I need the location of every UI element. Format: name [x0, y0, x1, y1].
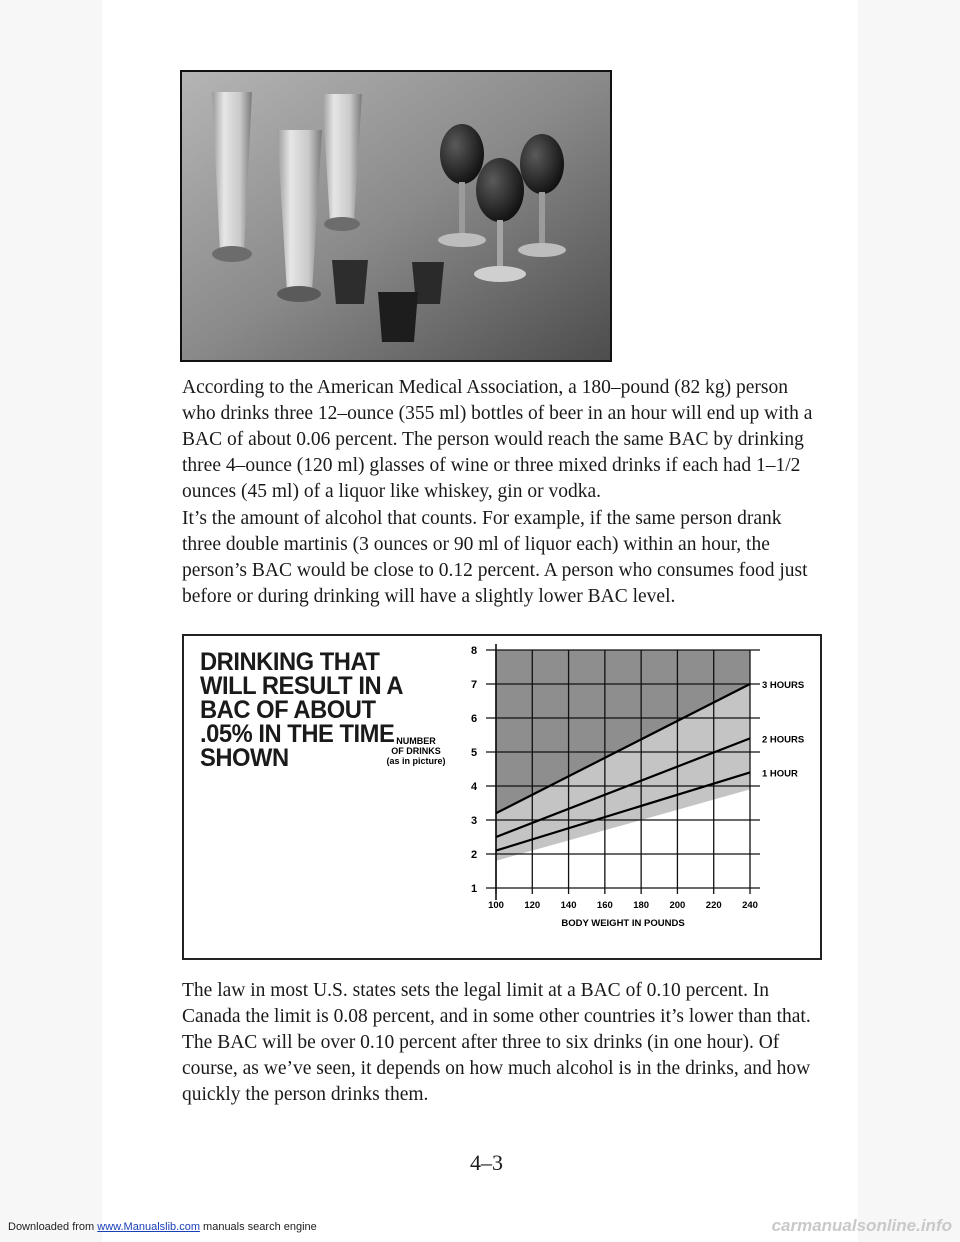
- x-tick-label: 180: [633, 900, 650, 911]
- y-tick-label: 1: [470, 883, 478, 895]
- drinks-photo: [180, 70, 612, 362]
- x-tick-label: 120: [524, 900, 541, 911]
- chart-title: DRINKING THAT WILL RESULT IN A BAC OF ABOUT .05% IN THE TIME SHOWN: [200, 648, 403, 772]
- y-tick-label: 7: [470, 679, 478, 691]
- series-label: 1 HOUR: [762, 768, 798, 780]
- x-tick-label: 200: [669, 900, 686, 911]
- series-label: 2 HOURS: [762, 734, 805, 746]
- footer-download-note: [8, 1221, 317, 1233]
- footer-prefix: Downloaded from: [8, 1221, 98, 1233]
- footer: [0, 1213, 960, 1242]
- y-tick-label: 5: [470, 747, 478, 759]
- y-axis-label-line: (as in picture): [386, 756, 446, 766]
- watermark: carmanualsonline.info: [771, 1216, 952, 1235]
- y-tick-label: 8: [470, 645, 478, 657]
- page-number: 4–3: [470, 1150, 503, 1175]
- footer-suffix: manuals search engine: [199, 1221, 317, 1233]
- y-tick-label: 3: [470, 815, 478, 827]
- y-axis-label-line: OF DRINKS: [391, 746, 441, 756]
- bac-chart: [182, 634, 822, 960]
- manualslib-link[interactable]: www.Manualslib.com: [97, 1221, 200, 1233]
- x-axis-label: BODY WEIGHT IN POUNDS: [561, 918, 685, 929]
- x-tick-label: 160: [596, 900, 613, 911]
- x-tick-label: 100: [488, 900, 504, 911]
- x-tick-label: 240: [742, 900, 758, 911]
- x-tick-label: 140: [560, 900, 577, 911]
- x-tick-label: 220: [705, 900, 722, 911]
- series-label: 3 HOURS: [762, 680, 805, 691]
- y-tick-label: 6: [470, 713, 478, 725]
- y-tick-label: 4: [470, 781, 478, 793]
- chart-svg: [184, 636, 820, 958]
- paragraph-amount: It’s the amount of alcohol that counts. For example, if the same person drank three double martinis (3 ounces or 90 ml of liquor each) within an hour, the person’s BAC would be close to 0.12 percent. A person who consumes food just before or during drinking will have a slightly lower BAC level.: [182, 508, 808, 607]
- y-axis-label-line: NUMBER: [396, 736, 436, 746]
- paragraph-ama: According to the American Medical Association, a 180–pound (82 kg) person who drinks three 12–ounce (355 ml) bottles of beer in an hour will end up with a BAC of about 0.06 percent. The person would reach the same BAC by drinking three 4–ounce (120 ml) glasses of wine or three mixed drinks if each had 1–1/2 ounces (45 ml) of a liquor like whiskey, gin or vodka.: [182, 377, 813, 502]
- paragraph-law: The law in most U.S. states sets the legal limit at a BAC of 0.10 percent. In Canada the limit is 0.08 percent, and in some other countries it’s lower than that. The BAC will be over 0.10 percent after three to six drinks (in one hour). Of course, as we’ve seen, it depends on how much alcohol is in the drinks, and how quickly the person drinks them.: [182, 980, 811, 1105]
- y-tick-label: 2: [470, 849, 478, 861]
